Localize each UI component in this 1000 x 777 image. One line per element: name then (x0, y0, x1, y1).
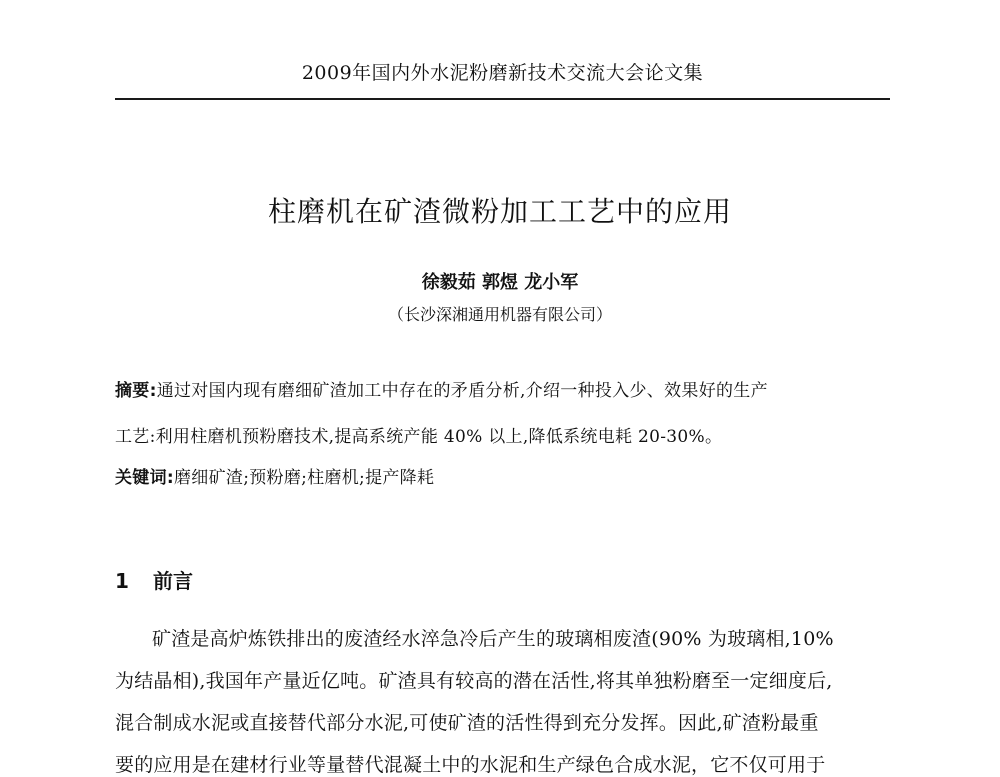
abstract-line-2: 工艺:利用柱磨机预粉磨技术,提高系统产能 40% 以上,降低系统电耗 20-30%。 (115, 427, 723, 447)
body-line-1: 矿渣是高炉炼铁排出的废渣经水淬急冷后产生的玻璃相废渣(90% 为玻璃相,10% (152, 628, 834, 650)
section-heading (115, 565, 193, 594)
running-header: 2009年国内外水泥粉磨新技术交流大会论文集 (301, 62, 704, 84)
paper-affiliation: （长沙深湘通用机器有限公司） (387, 305, 612, 324)
section-title: 前言 (153, 569, 193, 593)
body-line-3: 混合制成水泥或直接替代部分水泥,可使矿渣的活性得到充分发挥。因此,矿渣粉最重 (115, 712, 819, 734)
keywords-label: 关键词: (115, 468, 174, 488)
section-number: 1 (115, 569, 129, 593)
paper-title: 柱磨机在矿渣微粉加工工艺中的应用 (267, 195, 732, 228)
abstract-label: 摘要: (115, 381, 157, 401)
keywords-line (115, 463, 890, 488)
header-rule (115, 98, 890, 100)
abstract-line-1 (115, 376, 890, 401)
body-line-2: 为结晶相),我国年产量近亿吨。矿渣具有较高的潜在活性,将其单独粉磨至一定细度后, (115, 670, 833, 692)
body-line-4: 要的应用是在建材行业等量替代混凝土中的水泥和生产绿色合成水泥，它不仅可用于 (115, 754, 826, 776)
keywords-text: 磨细矿渣;预粉磨;柱磨机;提产降耗 (174, 468, 435, 488)
abstract-text-1: 通过对国内现有磨细矿渣加工中存在的矛盾分析,介绍一种投入少、效果好的生产 (156, 381, 768, 401)
paper-authors: 徐毅茹 郭煜 龙小军 (421, 272, 579, 293)
